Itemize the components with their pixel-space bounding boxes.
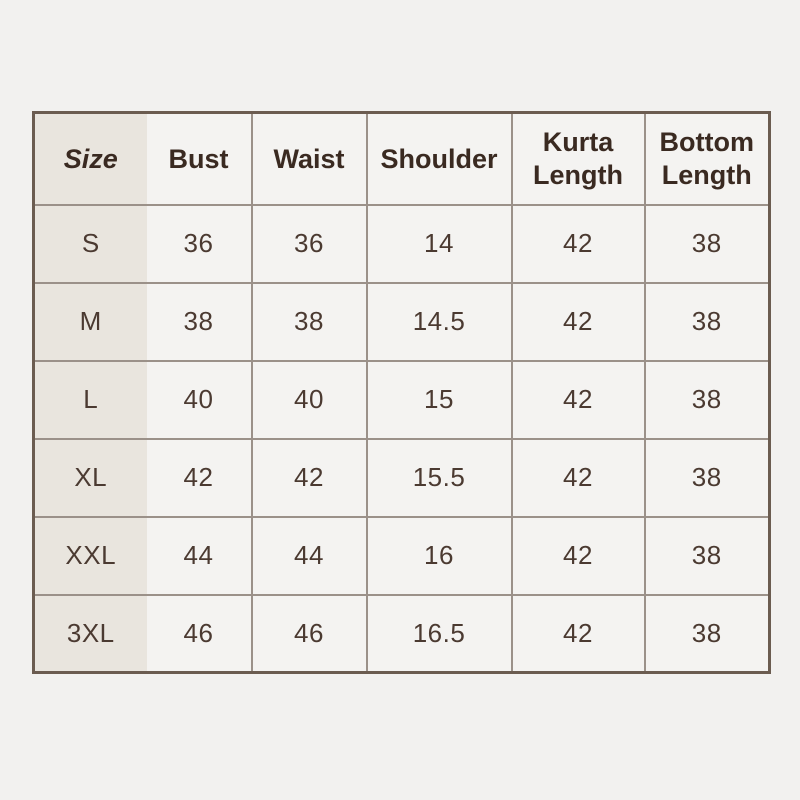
- table-cell: 38: [252, 283, 367, 361]
- row-label: S: [34, 205, 147, 283]
- table-cell: 44: [147, 517, 252, 595]
- table-cell: 15: [367, 361, 512, 439]
- row-label: XL: [34, 439, 147, 517]
- table-cell: 40: [252, 361, 367, 439]
- table-cell: 40: [147, 361, 252, 439]
- row-label: L: [34, 361, 147, 439]
- header-row: [34, 113, 770, 205]
- table-cell: 38: [645, 517, 770, 595]
- table-cell: 42: [252, 439, 367, 517]
- table-cell: 44: [252, 517, 367, 595]
- table-cell: 16: [367, 517, 512, 595]
- table-row-3xl: [34, 595, 770, 673]
- row-label: XXL: [34, 517, 147, 595]
- size-chart-table: [32, 111, 771, 674]
- table-cell: 42: [512, 439, 645, 517]
- table-cell: 15.5: [367, 439, 512, 517]
- column-header-bottom-length: Bottom Length: [645, 113, 770, 205]
- column-header-size: Size: [34, 113, 147, 205]
- table-cell: 38: [147, 283, 252, 361]
- table-row-xl: [34, 439, 770, 517]
- table-cell: 38: [645, 205, 770, 283]
- row-label: 3XL: [34, 595, 147, 673]
- table-cell: 42: [512, 595, 645, 673]
- table-row-l: [34, 361, 770, 439]
- table-cell: 42: [147, 439, 252, 517]
- table-cell: 38: [645, 595, 770, 673]
- table-cell: 14.5: [367, 283, 512, 361]
- table-cell: 46: [252, 595, 367, 673]
- table-cell: 38: [645, 283, 770, 361]
- table-cell: 38: [645, 439, 770, 517]
- table-cell: 14: [367, 205, 512, 283]
- table-cell: 42: [512, 517, 645, 595]
- table-cell: 36: [147, 205, 252, 283]
- table-row-xxl: [34, 517, 770, 595]
- column-header-bust: Bust: [147, 113, 252, 205]
- column-header-shoulder: Shoulder: [367, 113, 512, 205]
- table-cell: 42: [512, 361, 645, 439]
- row-label: M: [34, 283, 147, 361]
- table-cell: 42: [512, 205, 645, 283]
- column-header-kurta-length: Kurta Length: [512, 113, 645, 205]
- column-header-waist: Waist: [252, 113, 367, 205]
- table-cell: 46: [183, 617, 214, 648]
- table-cell: 16.5: [367, 595, 512, 673]
- table-cell: 38: [645, 361, 770, 439]
- table-cell: 36: [252, 205, 367, 283]
- table-cell: 42: [512, 283, 645, 361]
- table-row-m: [34, 283, 770, 361]
- table-row-s: [34, 205, 770, 283]
